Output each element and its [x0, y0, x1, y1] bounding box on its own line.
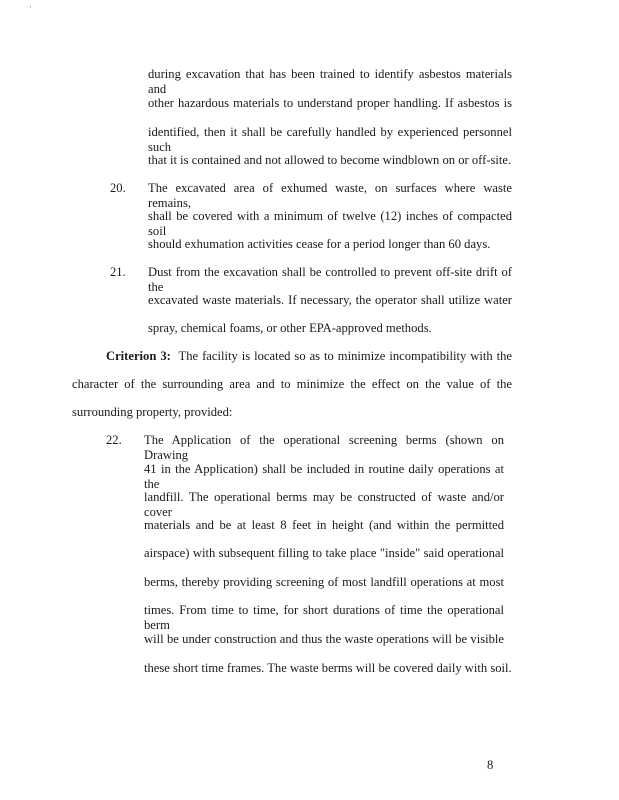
- scan-mark: ': [30, 5, 32, 13]
- item-number: 21.: [110, 265, 126, 279]
- body-line: should exhumation activities cease for a period longer than 60 days.: [148, 237, 491, 251]
- body-line: these short time frames. The waste berms will be covered daily with soil.: [144, 661, 512, 675]
- body-line: shall be covered with a minimum of twelve (12) inches of compacted soil: [148, 209, 512, 238]
- item-number: 22.: [106, 433, 122, 447]
- body-line: character of the surrounding area and to minimize the effect on the value of the: [72, 377, 512, 391]
- body-line: during excavation that has been trained to identify asbestos materials and: [148, 67, 512, 96]
- page-number: 8: [487, 758, 494, 772]
- criterion-text: The facility is located so as to minimize incompatibility with the: [178, 349, 512, 363]
- body-line: materials and be at least 8 feet in height (and within the permitted: [144, 518, 504, 532]
- body-line: landfill. The operational berms may be constructed of waste and/or cover: [144, 490, 504, 519]
- body-line: [106, 349, 512, 364]
- body-line: times. From time to time, for short durations of time the operational berm: [144, 603, 504, 632]
- body-line: The Application of the operational screening berms (shown on Drawing: [144, 433, 504, 462]
- body-line: berms, thereby providing screening of most landfill operations at most: [144, 575, 504, 589]
- body-line: Dust from the excavation shall be controlled to prevent off-site drift of the: [148, 265, 512, 294]
- body-line: surrounding property, provided:: [72, 405, 233, 419]
- body-line: spray, chemical foams, or other EPA-approved methods.: [148, 321, 432, 335]
- body-line: identified, then it shall be carefully handled by experienced personnel such: [148, 125, 512, 154]
- body-line: will be under construction and thus the waste operations will be visible: [144, 632, 504, 646]
- body-line: 41 in the Application) shall be included in routine daily operations at the: [144, 462, 504, 491]
- body-line: excavated waste materials. If necessary, the operator shall utilize water: [148, 293, 512, 307]
- body-line: airspace) with subsequent filling to take place "inside" said operational: [144, 546, 504, 560]
- body-line: The excavated area of exhumed waste, on surfaces where waste remains,: [148, 181, 512, 210]
- item-number: 20.: [110, 181, 126, 195]
- criterion-label: Criterion 3:: [106, 349, 171, 363]
- body-line: that it is contained and not allowed to become windblown on or off-site.: [148, 153, 512, 167]
- body-line: other hazardous materials to understand proper handling. If asbestos is: [148, 96, 512, 110]
